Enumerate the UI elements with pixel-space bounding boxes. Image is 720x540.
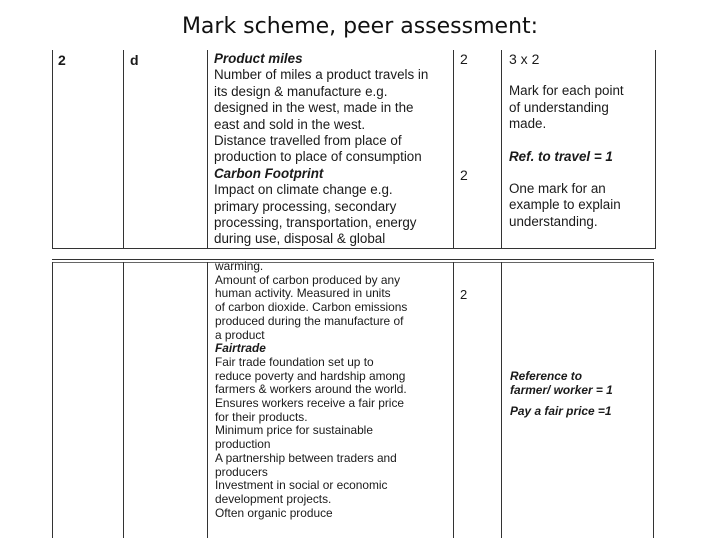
guidance-multiplier: 3 x 2 [509, 51, 540, 67]
answer-line: its design & manufacture e.g. [214, 83, 388, 99]
answer-line: Number of miles a product travels in [214, 67, 429, 83]
column-divider [123, 262, 124, 538]
answer-line: Ensures workers receive a fair price [215, 396, 404, 411]
answer-line: development projects. [215, 491, 332, 506]
column-divider [207, 262, 208, 538]
guidance-line: Mark for each point [509, 83, 624, 99]
column-divider [501, 50, 502, 248]
mark-scheme-table-top [52, 50, 656, 249]
guidance-line: One mark for an [509, 181, 606, 197]
answer-line: production to place of consumption [214, 149, 422, 165]
answer-line: a product [215, 327, 265, 342]
marks-value: 2 [460, 167, 468, 183]
column-divider [453, 262, 454, 538]
answer-line: Impact on climate change e.g. [214, 182, 393, 198]
answer-cell [215, 260, 407, 520]
column-divider [123, 50, 124, 248]
answer-line: warming. [215, 259, 264, 273]
guidance-ref-travel: Ref. to travel = 1 [509, 148, 613, 164]
question-part: d [130, 52, 139, 68]
answer-line: producers [215, 464, 268, 479]
guidance-fair-price: Pay a fair price =1 [510, 404, 612, 419]
marks-value: 2 [460, 51, 468, 67]
page-title: Mark scheme, peer assessment: [181, 14, 539, 39]
answer-line: Amount of carbon produced by any [215, 272, 401, 287]
mark-scheme-table-bottom [52, 259, 654, 538]
heading-product-miles: Product miles [214, 51, 303, 66]
guidance-ref-farmer: farmer/ worker = 1 [510, 382, 613, 397]
answer-line: designed in the west, made in the [214, 100, 414, 116]
guidance-cell [510, 370, 613, 419]
heading-fairtrade: Fairtrade [215, 341, 266, 356]
column-divider [207, 50, 208, 248]
guidance-line: of understanding [509, 99, 609, 115]
answer-line: during use, disposal & global [214, 231, 386, 247]
answer-line: farmers & workers around the world. [215, 382, 407, 397]
answer-line: Often organic produce [215, 505, 333, 520]
answer-line: reduce poverty and hardship among [215, 368, 406, 383]
column-divider [501, 262, 502, 538]
guidance-line: understanding. [509, 213, 598, 229]
answer-line: east and sold in the west. [214, 116, 366, 132]
answer-cell [214, 51, 428, 248]
answer-line: Distance travelled from place of [214, 133, 402, 149]
question-number: 2 [58, 52, 66, 68]
answer-line: produced during the manufacture of [215, 313, 404, 328]
answer-line: production [215, 437, 271, 452]
answer-line: A partnership between traders and [215, 450, 397, 465]
answer-line: processing, transportation, energy [214, 215, 417, 231]
heading-carbon-footprint: Carbon Footprint [214, 165, 324, 181]
guidance-cell [509, 51, 624, 230]
answer-line: of carbon dioxide. Carbon emissions [215, 300, 408, 315]
marks-value: 2 [460, 287, 468, 302]
answer-line: Investment in social or economic [215, 478, 388, 493]
answer-line: human activity. Measured in units [215, 286, 391, 301]
answer-line: for their products. [215, 409, 308, 424]
guidance-ref-farmer: Reference to [510, 369, 583, 383]
guidance-line: made. [509, 116, 547, 132]
answer-line: Fair trade foundation set up to [215, 354, 374, 369]
column-divider [453, 50, 454, 248]
answer-line: primary processing, secondary [214, 198, 397, 214]
answer-line: Minimum price for sustainable [215, 423, 373, 438]
guidance-line: example to explain [509, 197, 621, 213]
